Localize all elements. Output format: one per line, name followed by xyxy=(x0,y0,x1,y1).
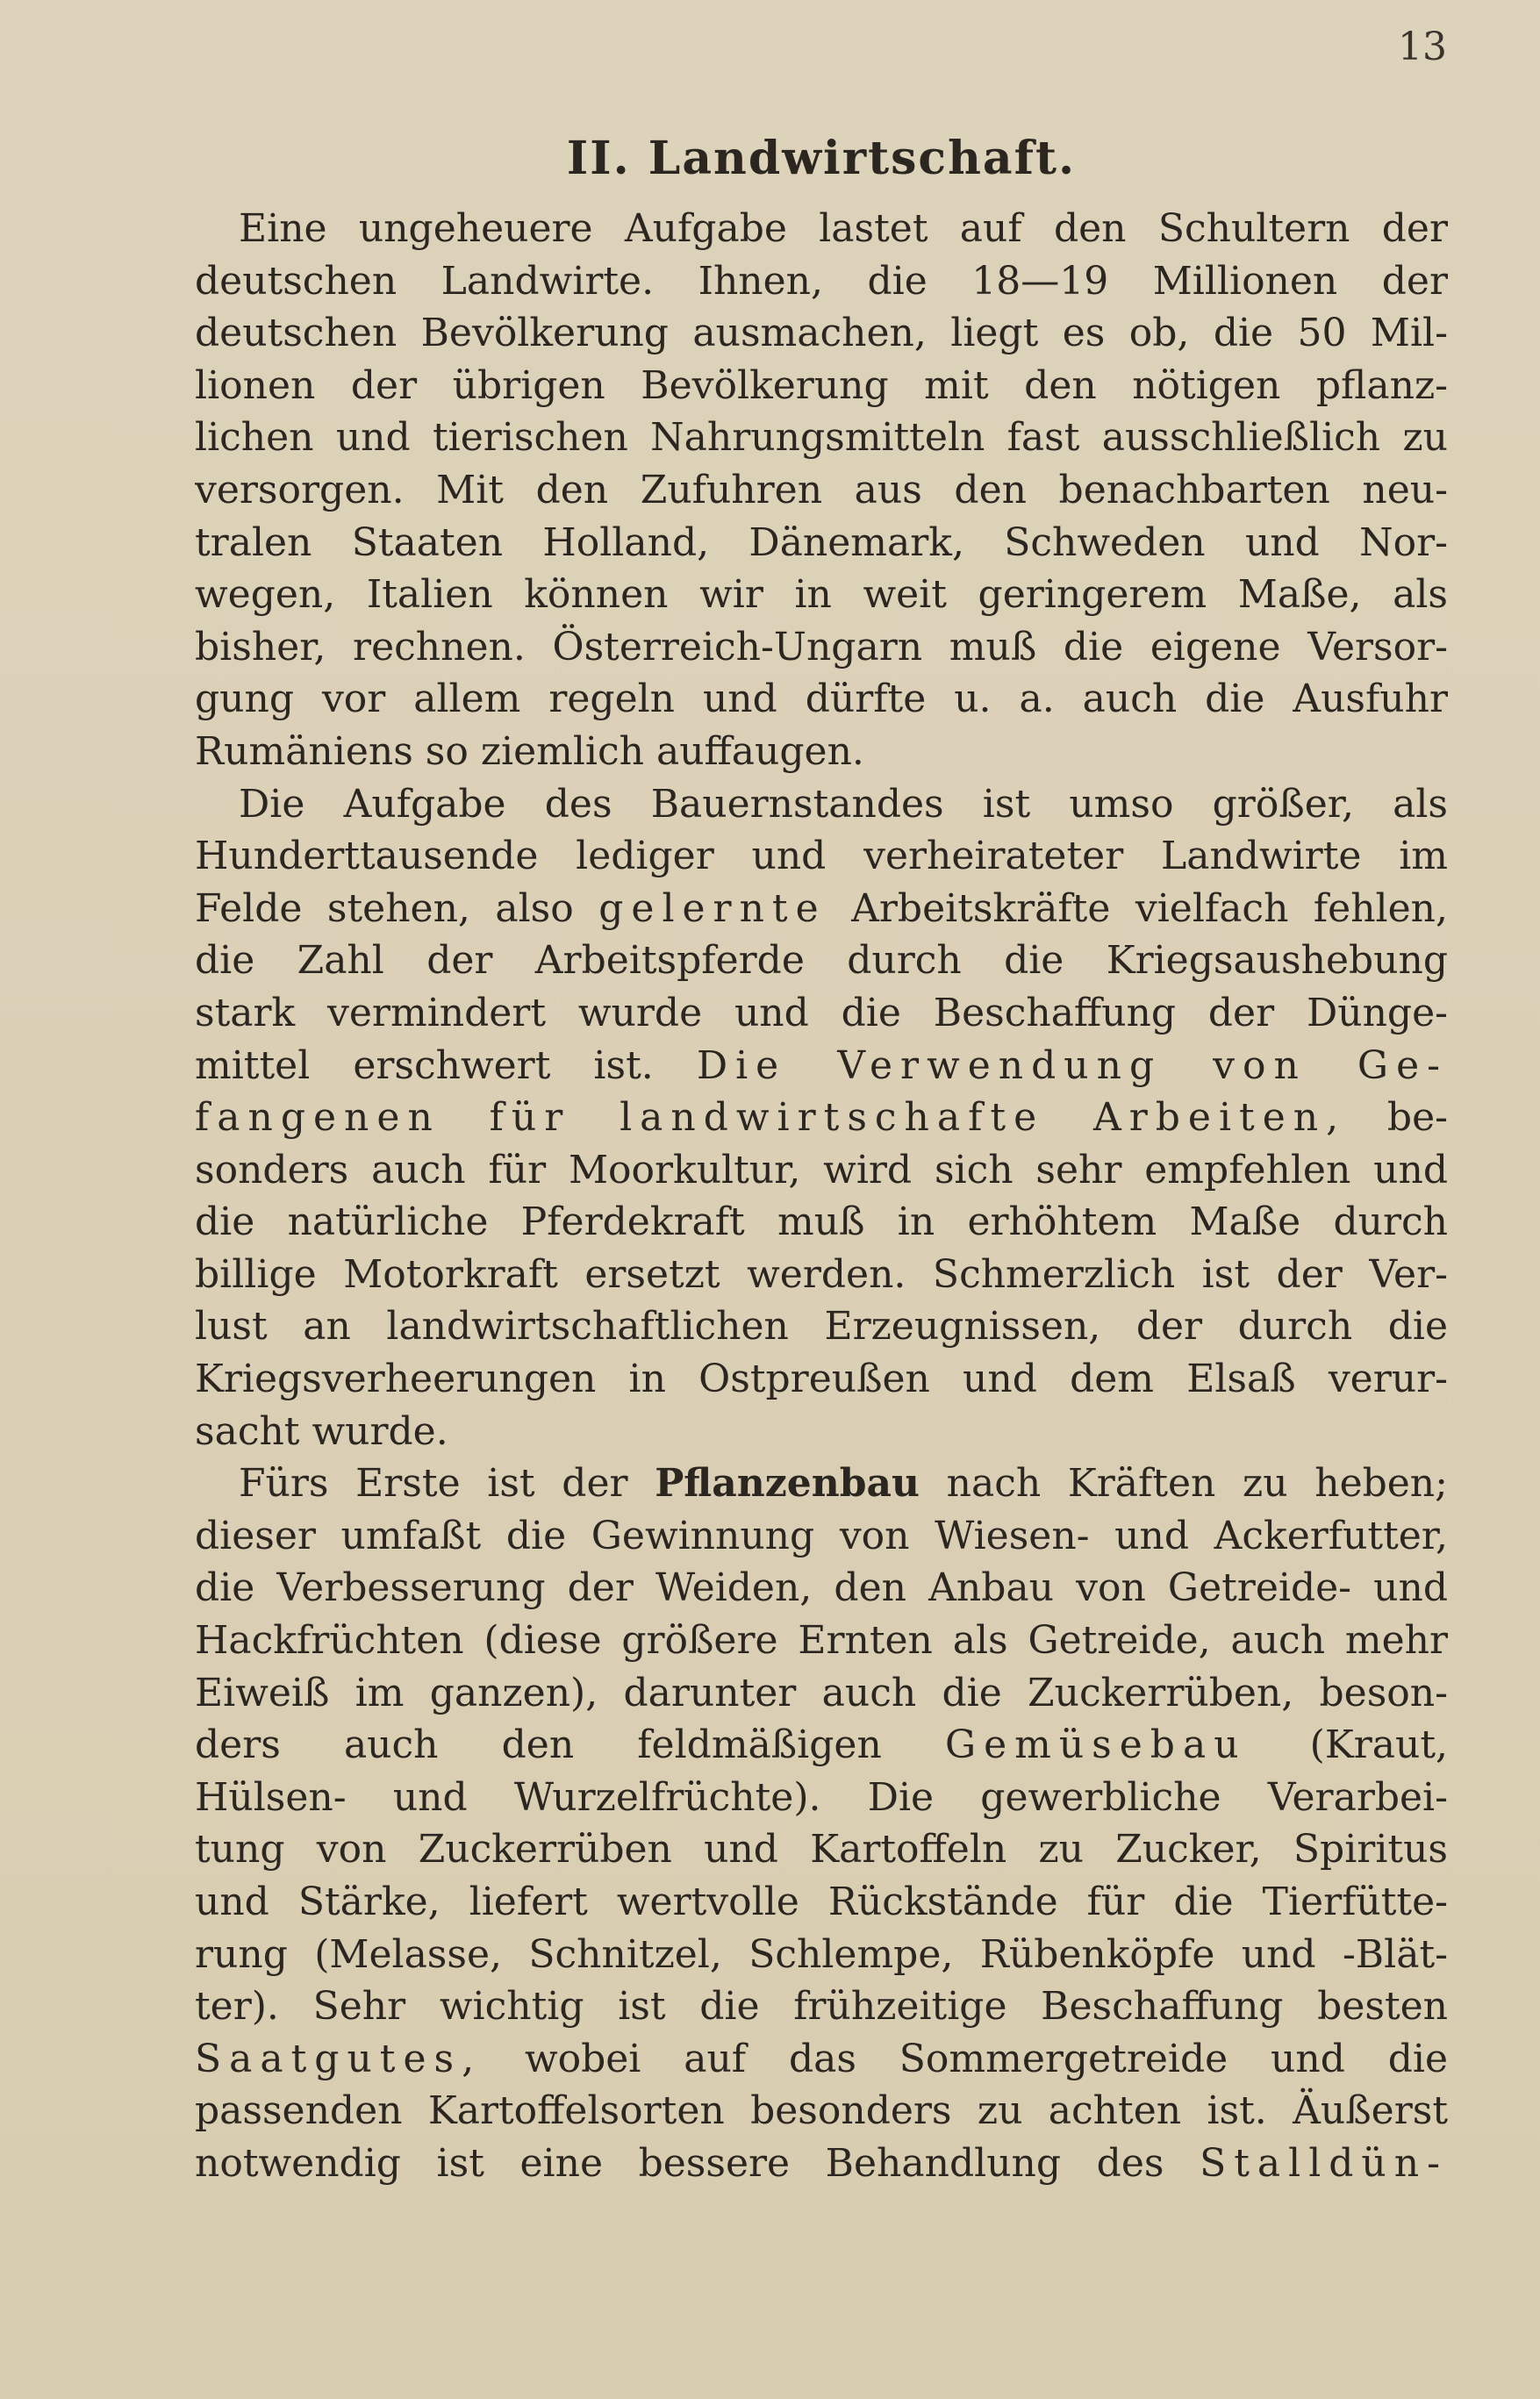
text-line: deutschen Landwirte. Ihnen, die 18—19 Millionen der xyxy=(195,258,1448,304)
text-line: lionen der übrigen Bevölkerung mit den nötigen pflanz- xyxy=(195,362,1448,408)
text-line: dieser umfaßt die Gewinnung von Wiesen- und Ackerfutter, xyxy=(195,1513,1448,1558)
text-line: rung (Melasse, Schnitzel, Schlempe, Rübenköpfe und -Blät- xyxy=(195,1931,1448,1977)
paragraph-1 xyxy=(195,203,1448,778)
text-run: nach Kräften zu heben; xyxy=(946,1461,1448,1507)
text-line xyxy=(195,2033,1448,2086)
text-line xyxy=(195,1457,1448,1510)
text-line: lust an landwirtschaftlichen Erzeugnissen, der durch die xyxy=(195,1304,1448,1350)
spaced-emphasis: Saatgutes, xyxy=(195,2036,483,2081)
spaced-emphasis: fangenen für landwirtschafte Arbeiten, xyxy=(195,1095,1347,1141)
text-line: die natürliche Pferdekraft muß in erhöhtem Maße durch xyxy=(195,1200,1448,1245)
paragraph-3 xyxy=(195,1457,1448,2189)
paragraph-2 xyxy=(195,778,1448,1458)
text-line: lichen und tierischen Nahrungsmitteln fast ausschließlich zu xyxy=(195,415,1448,461)
text-line: Kriegsverheerungen in Ostpreußen und dem Elsaß verur- xyxy=(195,1357,1448,1402)
text-line xyxy=(195,1092,1448,1144)
text-line: die Zahl der Arbeitspferde durch die Kriegsaushebung xyxy=(195,938,1448,984)
text-run: notwendig ist eine bessere Behandlung des xyxy=(195,2140,1164,2186)
text-line xyxy=(195,1040,1448,1092)
text-run: ders auch den feldmäßigen xyxy=(195,1722,882,1768)
text-line: sonders auch für Moorkultur, wird sich sehr empfehlen und xyxy=(195,1147,1448,1192)
bold-term: Pflanzenbau xyxy=(655,1461,920,1507)
text-run: Fürs Erste ist der xyxy=(239,1461,628,1507)
text-line: Die Aufgabe des Bauernstandes ist umso größer, als xyxy=(239,781,1448,827)
text-run: Felde stehen, also xyxy=(195,885,574,931)
page-number: 13 xyxy=(1398,25,1447,69)
text-run: Arbeitskräfte vielfach fehlen, xyxy=(851,885,1448,931)
text-line: tralen Staaten Holland, Dänemark, Schweden und Nor- xyxy=(195,519,1448,565)
text-line: die Verbesserung der Weiden, den Anbau von Getreide- und xyxy=(195,1565,1448,1611)
text-line: passenden Kartoffelsorten besonders zu achten ist. Äußerst xyxy=(195,2088,1448,2134)
text-line: und Stärke, liefert wertvolle Rückstände für die Tierfütte- xyxy=(195,1880,1448,1924)
text-run: be- xyxy=(1386,1095,1448,1141)
text-line: Eiweiß im ganzen), darunter auch die Zuckerrüben, beson- xyxy=(195,1670,1448,1715)
text-line: Hackfrüchten (diese größere Ernten als Getreide, auch mehr xyxy=(195,1618,1448,1664)
text-line xyxy=(195,883,1448,935)
text-line: gung vor allem regeln und dürfte u. a. auch die Ausfuhr xyxy=(195,677,1448,722)
spaced-emphasis: Gemüsebau xyxy=(944,1722,1247,1768)
text-line: Rumäniens so ziemlich auffaugen. xyxy=(195,728,864,774)
text-line: Hunderttausende lediger und verheirateter Landwirte im xyxy=(195,834,1448,879)
text-line: Hülsen- und Wurzelfrüchte). Die gewerbliche Verarbei- xyxy=(195,1774,1448,1820)
text-run: wobei auf das Sommergetreide und die xyxy=(524,2036,1448,2081)
text-line: wegen, Italien können wir in weit geringerem Maße, als xyxy=(195,572,1448,618)
text-line: billige Motorkraft ersetzt werden. Schmerzlich ist der Ver- xyxy=(195,1251,1448,1297)
text-line: ter). Sehr wichtig ist die frühzeitige Beschaffung besten xyxy=(195,1984,1448,2030)
spaced-emphasis: gelernte xyxy=(598,885,827,931)
text-line: deutschen Bevölkerung ausmachen, liegt es ob, die 50 Mil- xyxy=(195,311,1448,356)
text-line: bisher, rechnen. Österreich-Ungarn muß die eigene Versor- xyxy=(195,624,1448,670)
spaced-emphasis: Stalldün- xyxy=(1200,2140,1448,2186)
text-line: Eine ungeheuere Aufgabe lastet auf den Schultern der xyxy=(239,206,1448,251)
text-line: versorgen. Mit den Zufuhren aus den benachbarten neu- xyxy=(195,467,1448,512)
body-text xyxy=(195,127,1448,2190)
spaced-emphasis: Die Verwendung von Ge- xyxy=(696,1042,1448,1088)
text-run: mittel erschwert ist. xyxy=(195,1042,654,1088)
text-line xyxy=(195,2138,1448,2190)
text-line xyxy=(195,1719,1448,1772)
text-line: sacht wurde. xyxy=(195,1408,448,1454)
text-line: stark vermindert wurde und die Beschaffung der Dünge- xyxy=(195,990,1448,1035)
chapter-title: II. Landwirtschaft. xyxy=(566,132,1077,185)
text-line: tung von Zuckerrüben und Kartoffeln zu Zucker, Spiritus xyxy=(195,1827,1448,1873)
text-run: (Kraut, xyxy=(1309,1722,1448,1768)
